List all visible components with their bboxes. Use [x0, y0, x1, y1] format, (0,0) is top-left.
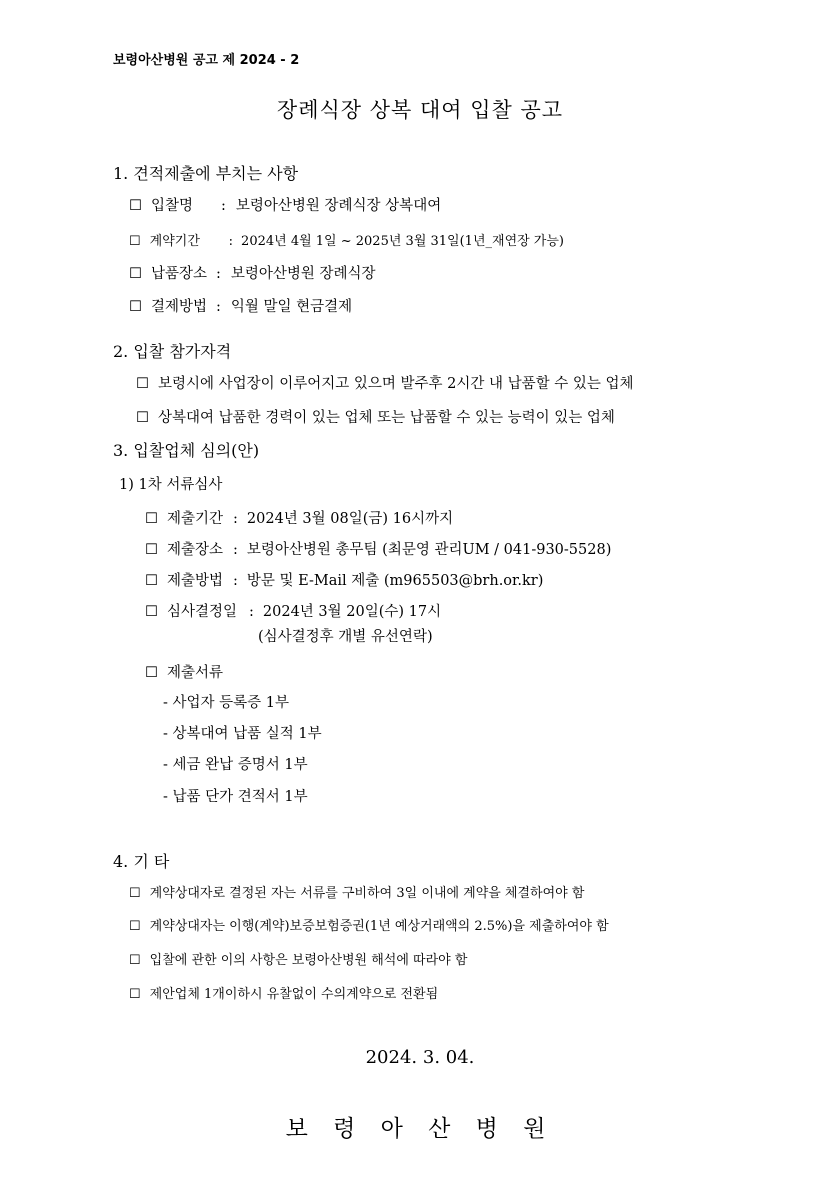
section3-heading: 3. 입찰업체 심의(안): [113, 441, 260, 460]
item-separator: :: [228, 234, 234, 249]
section2-item: [136, 406, 615, 427]
section2-heading: 2. 입찰 참가자격: [113, 342, 232, 361]
section1-heading: 1. 견적제출에 부치는 사항: [113, 164, 299, 183]
section1-item: [129, 230, 564, 249]
section1-item: [129, 295, 352, 316]
item-label: 제출장소: [167, 542, 224, 558]
item-separator: :: [216, 299, 221, 315]
item-separator: :: [233, 573, 238, 589]
section3-item: [145, 600, 441, 621]
organization-name: 보 령 아 산 병 원: [285, 1116, 555, 1142]
section2-item: [136, 372, 634, 393]
checkbox-icon: ☐: [129, 953, 141, 968]
item-label: 입찰명: [151, 198, 194, 214]
checkbox-icon: ☐: [129, 198, 142, 214]
item-text: 계약상대자로 결정된 자는 서류를 구비하여 3일 이내에 계약을 체결하여야 함: [149, 886, 585, 901]
section3-subheading: 1) 1차 서류심사: [119, 477, 223, 493]
item-text: 보령시에 사업장이 이루어지고 있으며 발주후 2시간 내 납품할 수 있는 업체: [158, 376, 634, 392]
section3-docs: [145, 661, 223, 682]
section4-item: [129, 882, 584, 901]
checkbox-icon: ☐: [129, 266, 142, 282]
checkbox-icon: ☐: [145, 542, 158, 558]
review-note: (심사결정후 개별 유선연락): [258, 629, 433, 645]
item-value: 방문 및 E-Mail 제출 (m965503@brh.or.kr): [246, 573, 544, 589]
item-separator: :: [221, 198, 226, 214]
item-text: 입찰에 관한 이의 사항은 보령아산병원 해석에 따라야 함: [149, 953, 468, 968]
checkbox-icon: ☐: [145, 665, 158, 681]
checkbox-icon: ☐: [129, 919, 141, 934]
checkbox-icon: ☐: [145, 573, 158, 589]
section4-item: [129, 949, 467, 968]
notice-date: 2024. 3. 04.: [365, 1047, 475, 1068]
docs-label: 제출서류: [167, 665, 224, 681]
section4-item: [129, 983, 438, 1002]
item-label: 납품장소: [151, 266, 208, 282]
item-text: 상복대여 납품한 경력이 있는 업체 또는 납품할 수 있는 능력이 있는 업체: [158, 410, 615, 426]
section1-item: [129, 262, 376, 283]
item-separator: :: [233, 511, 238, 527]
item-label: 계약기간: [149, 234, 200, 249]
section4-heading: 4. 기 타: [113, 852, 170, 871]
doc-item: - 세금 완납 증명서 1부: [163, 757, 308, 773]
notice-number: 보령아산병원 공고 제 2024 - 2: [113, 53, 300, 68]
document-title: 장례식장 상복 대여 입찰 공고: [276, 98, 564, 122]
checkbox-icon: ☐: [129, 234, 141, 249]
item-value: 익월 말일 현금결제: [230, 299, 353, 315]
item-value: 보령아산병원 총무팀 (최문영 관리UM / 041-930-5528): [246, 542, 612, 558]
item-value: 보령아산병원 장례식장 상복대여: [235, 198, 442, 214]
item-label: 제출방법: [167, 573, 224, 589]
item-label: 결제방법: [151, 299, 208, 315]
checkbox-icon: ☐: [136, 410, 149, 426]
item-value: 2024년 4월 1일 ~ 2025년 3월 31일(1년_재연장 가능): [241, 234, 564, 249]
item-separator: :: [249, 604, 254, 620]
item-value: 보령아산병원 장례식장: [230, 266, 376, 282]
item-label: 제출기간: [167, 511, 224, 527]
item-separator: :: [233, 542, 238, 558]
item-text: 계약상대자는 이행(계약)보증보험증권(1년 예상거래액의 2.5%)을 제출하여야 함: [149, 919, 609, 934]
section3-item: [145, 507, 453, 528]
checkbox-icon: ☐: [129, 299, 142, 315]
section3-item: [145, 569, 543, 590]
doc-item: - 납품 단가 견적서 1부: [163, 789, 308, 805]
checkbox-icon: ☐: [136, 376, 149, 392]
checkbox-icon: ☐: [145, 604, 158, 620]
item-label: 심사결정일: [167, 604, 238, 620]
item-value: 2024년 3월 08일(금) 16시까지: [246, 511, 454, 527]
item-separator: :: [216, 266, 221, 282]
item-value: 2024년 3월 20일(수) 17시: [262, 604, 442, 620]
checkbox-icon: ☐: [145, 511, 158, 527]
section3-item: [145, 538, 611, 559]
checkbox-icon: ☐: [129, 886, 141, 901]
doc-item: - 사업자 등록증 1부: [163, 695, 290, 711]
checkbox-icon: ☐: [129, 987, 141, 1002]
item-text: 제안업체 1개이하시 유찰없이 수의계약으로 전환됨: [149, 987, 439, 1002]
doc-item: - 상복대여 납품 실적 1부: [163, 726, 322, 742]
section1-item: [129, 194, 441, 215]
section4-item: [129, 915, 609, 934]
